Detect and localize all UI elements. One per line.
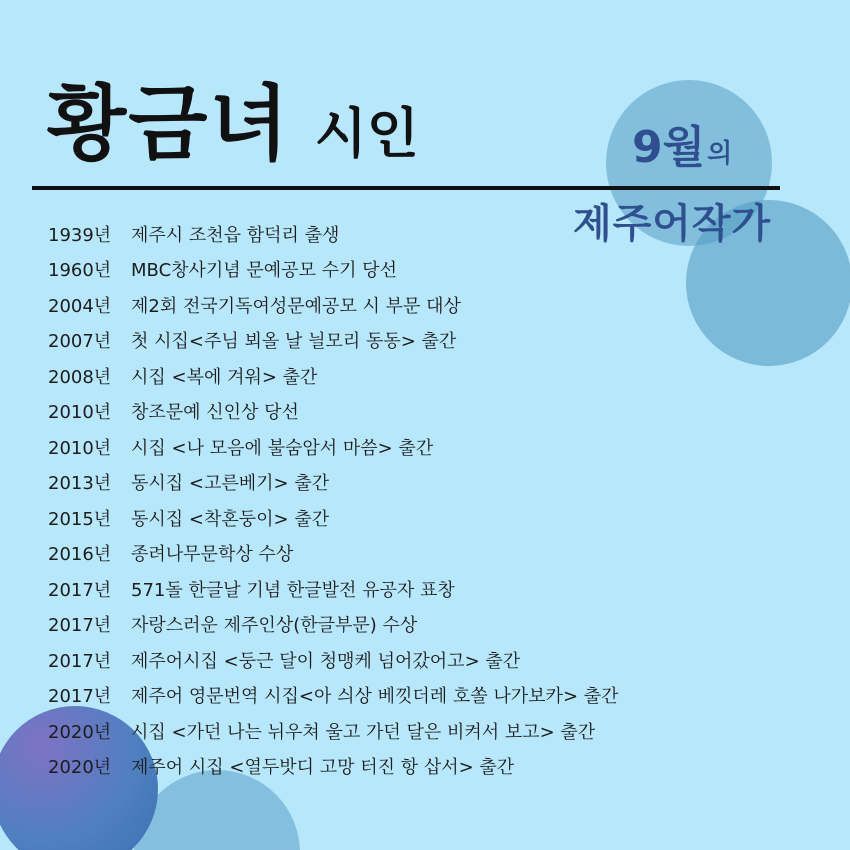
timeline-text: 571돌 한글날 기념 한글발전 유공자 표창 <box>131 579 455 601</box>
timeline-year: 2017년 <box>48 686 112 708</box>
timeline-entry <box>48 323 619 359</box>
timeline-entry <box>48 358 619 394</box>
timeline-year: 2017년 <box>48 650 112 672</box>
timeline-text: 제주시 조천읍 함덕리 출생 <box>131 224 340 246</box>
badge-particle: 의 <box>707 139 733 169</box>
timeline-entry <box>48 571 619 607</box>
timeline-year: 2016년 <box>48 544 112 566</box>
timeline-entry <box>48 252 619 288</box>
timeline-entry <box>48 287 619 323</box>
timeline-entry <box>48 216 619 252</box>
timeline-year: 2020년 <box>48 721 112 743</box>
badge-month-line <box>632 122 733 173</box>
badge-month: 9월 <box>632 122 706 173</box>
timeline-year: 1960년 <box>48 260 112 282</box>
timeline-year: 2015년 <box>48 508 112 530</box>
timeline-year: 2010년 <box>48 402 112 424</box>
timeline-text: 제2회 전국기독여성문예공모 시 부문 대상 <box>131 295 461 317</box>
timeline-text: 시집 <가던 나는 뉘우쳐 울고 가던 달은 비켜서 보고> 출간 <box>131 721 596 743</box>
timeline-entry <box>48 536 619 572</box>
timeline-entry <box>48 429 619 465</box>
timeline-entry <box>48 713 619 749</box>
timeline-text: 시집 <복에 겨워> 출간 <box>131 366 318 388</box>
timeline-year: 2020년 <box>48 757 112 779</box>
poet-role: 시인 <box>314 102 419 165</box>
timeline-entry <box>48 642 619 678</box>
timeline-year: 2008년 <box>48 366 112 388</box>
timeline-entry <box>48 749 619 785</box>
timeline-year: 2017년 <box>48 615 112 637</box>
timeline-text: 동시집 <착혼둥이> 출간 <box>131 508 330 530</box>
timeline-text: MBC창사기념 문예공모 수기 당선 <box>131 260 397 282</box>
timeline-entry <box>48 678 619 714</box>
badge-title: 제주어작가 <box>573 201 772 247</box>
timeline-entry <box>48 394 619 430</box>
timeline-text: 첫 시집<주님 뵈올 날 늴모리 동동> 출간 <box>131 331 457 353</box>
page-title <box>47 77 419 172</box>
timeline-text: 제주어 시집 <열두밧디 고망 터진 항 삽서> 출간 <box>131 757 515 779</box>
poet-name: 황금녀 <box>47 77 291 172</box>
timeline-year: 1939년 <box>48 224 112 246</box>
timeline-year: 2007년 <box>48 331 112 353</box>
timeline-year: 2004년 <box>48 295 112 317</box>
timeline-text: 종려나무문학상 수상 <box>131 544 294 566</box>
timeline-text: 시집 <나 모음에 불숨암서 마씀> 출간 <box>131 437 434 459</box>
timeline-year: 2010년 <box>48 437 112 459</box>
timeline-entry <box>48 465 619 501</box>
timeline-text: 동시집 <고른베기> 출간 <box>131 473 330 495</box>
title-divider <box>32 186 780 190</box>
timeline-text: 제주어 영문번역 시집<아 싀상 베낏더레 호쏠 나가보카> 출간 <box>131 686 619 708</box>
timeline-text: 제주어시집 <둥근 달이 청맹케 넘어갔어고> 출간 <box>131 650 521 672</box>
timeline-year: 2017년 <box>48 579 112 601</box>
timeline-entry <box>48 500 619 536</box>
timeline-entry <box>48 607 619 643</box>
timeline-text: 창조문예 신인상 당선 <box>131 402 299 424</box>
career-timeline <box>48 216 619 784</box>
timeline-year: 2013년 <box>48 473 112 495</box>
timeline-text: 자랑스러운 제주인상(한글부문) 수상 <box>131 615 418 637</box>
